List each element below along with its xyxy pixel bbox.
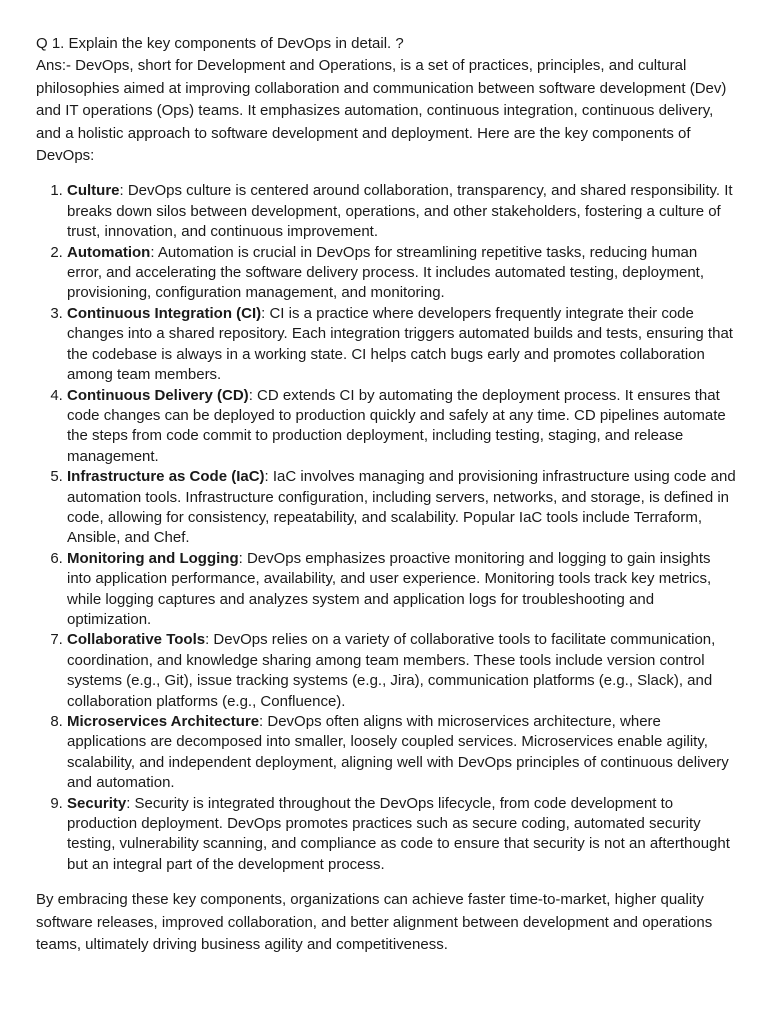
list-item <box>67 243 736 304</box>
component-description: : Security is integrated throughout the DevOps lifecycle, from code development to production deployment. DevOps promotes practices such as secure coding, automated security testing, vulnerability scanning, and compliance as code to ensure that security is not an afterthought but an integral part of the development process. <box>67 794 730 873</box>
component-term: Automation <box>67 243 151 261</box>
list-item <box>67 794 736 876</box>
component-description: : DevOps emphasizes proactive monitoring and logging to gain insights into application performance, availability, and user experience. Monitoring tools track key metrics, while logging captures and analyzes system and application logs for troubleshooting and optimization. <box>67 549 712 628</box>
list-item <box>67 181 736 242</box>
component-term: Infrastructure as Code (IaC) <box>67 468 265 486</box>
components-list <box>36 181 736 875</box>
intro-section <box>36 33 736 167</box>
component-description: : IaC involves managing and provisioning infrastructure using code and automation tools. Infrastructure configuration, including servers, networks, and storage, is defined in code, allowing for consistency, repeatability, and scalability. Popular IaC tools include Terraform, Ansible, and Chef. <box>67 468 736 547</box>
list-item <box>67 467 736 549</box>
component-description: : DevOps often aligns with microservices architecture, where applications are decomposed into smaller, loosely coupled services. Microservices enable agility, scalability, and independent deployment, aligning well with DevOps principles of continuous delivery and automation. <box>67 713 729 792</box>
conclusion-text: By embracing these key components, organizations can achieve faster time-to-market, higher quality software releases, improved collaboration, and better alignment between development and operations teams, ultimately driving business agility and competitiveness. <box>36 891 713 954</box>
component-term: Security <box>67 794 127 812</box>
component-description: : DevOps relies on a variety of collaborative tools to facilitate communication, coordination, and knowledge sharing among team members. These tools include version control systems (e.g., Git), issue tracking systems (e.g., Jira), communication platforms (e.g., Slack), and collaboration platforms (e.g., Confluence). <box>67 631 716 710</box>
component-description: : DevOps culture is centered around collaboration, transparency, and shared responsibility. It breaks down silos between development, operations, and other stakeholders, fostering a culture of trust, innovation, and continuous improvement. <box>67 182 733 241</box>
component-term: Microservices Architecture <box>67 713 260 730</box>
document-page <box>36 33 736 956</box>
list-item <box>67 304 736 386</box>
list-item <box>67 549 736 631</box>
component-description: : CD extends CI by automating the deployment process. It ensures that code changes can be deployed to production quickly and safely at any time. CD pipelines automate the steps from code commit to production deployment, including testing, staging, and release management. <box>67 386 726 465</box>
list-item <box>67 630 736 712</box>
component-description: : Automation is crucial in DevOps for streamlining repetitive tasks, reducing human error, and accelerating the software delivery process. It includes automated testing, deployment, provisioning, configuration management, and monitoring. <box>67 243 705 302</box>
component-term: Continuous Integration (CI) <box>67 304 262 322</box>
answer-intro-text: Ans:- DevOps, short for Development and Operations, is a set of practices, principles, and cultural philosophies aimed at improving collaboration and communication between software development (Dev) and IT operations (Ops) teams. It emphasizes automation, continuous integration, continuous delivery, and a holistic approach to software development and deployment. Here are the key components of DevOps: <box>36 57 727 165</box>
question-text: Q 1. Explain the key components of DevOps in detail. ? <box>36 35 404 52</box>
list-item <box>67 386 736 468</box>
list-item <box>67 712 736 794</box>
component-term: Collaborative Tools <box>67 631 206 649</box>
component-term: Continuous Delivery (CD) <box>67 386 249 404</box>
component-term: Monitoring and Logging <box>67 549 239 567</box>
component-description: : CI is a practice where developers frequently integrate their code changes into a shared repository. Each integration triggers automated builds and tests, ensuring that the codebase is always in a working state. CI helps catch bugs early and promotes collaboration among team members. <box>67 304 733 384</box>
component-term: Culture <box>67 182 120 200</box>
